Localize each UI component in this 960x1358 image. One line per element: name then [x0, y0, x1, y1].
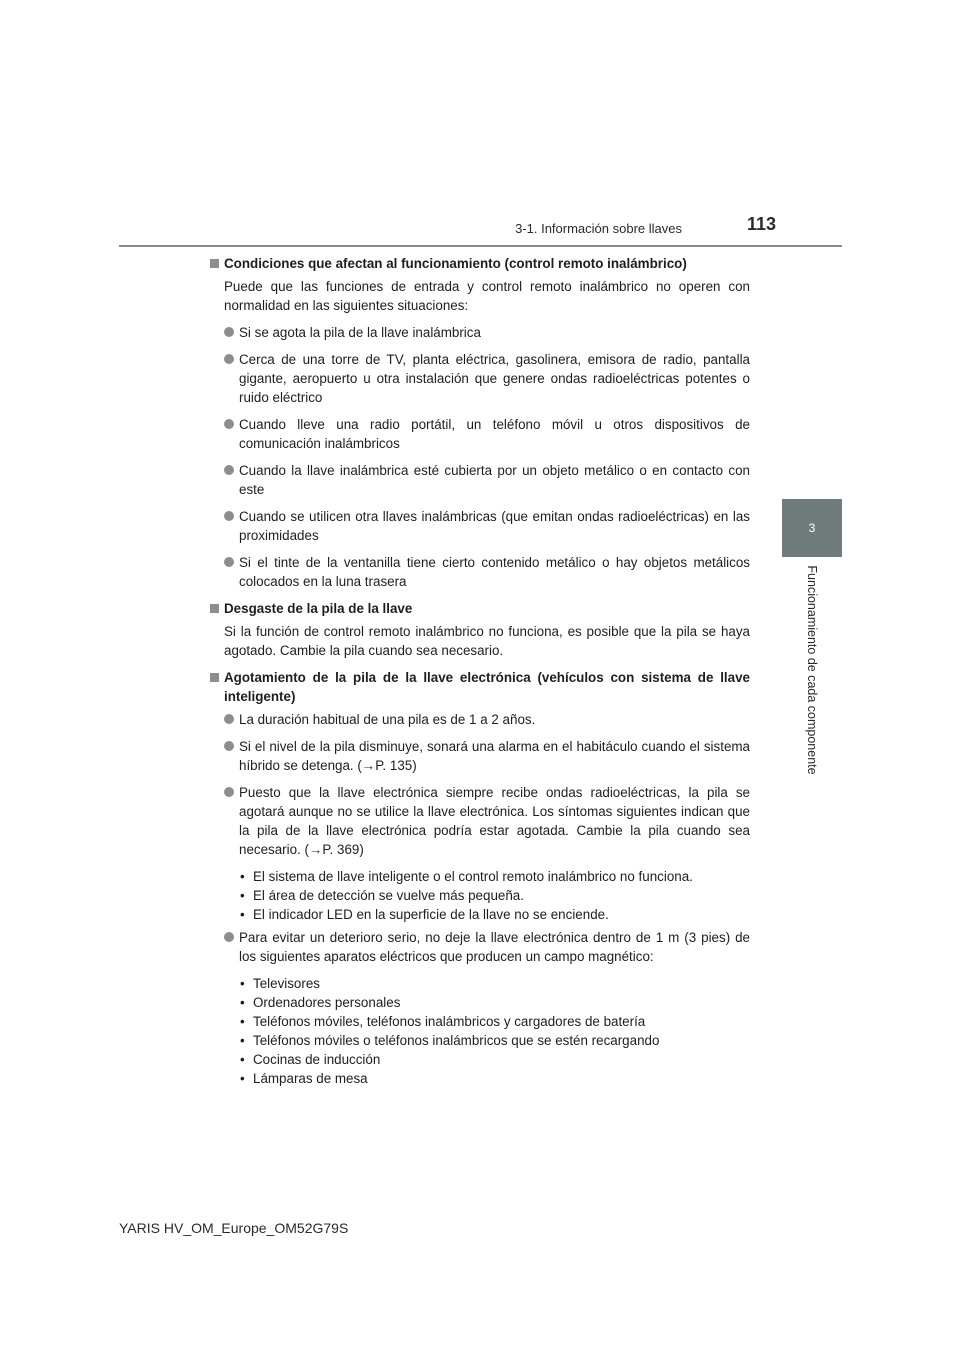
device-list — [240, 974, 750, 1088]
list-item-text: Para evitar un deterioro serio, no deje la llave electrónica dentro de 1 m (3 pies) de los siguientes aparatos eléctricos que producen un campo magnético: — [239, 930, 750, 964]
circle-bullet-icon — [224, 419, 234, 429]
dot-marker: • — [240, 1033, 245, 1048]
chapter-number: 3 — [808, 521, 816, 535]
header-section-title: 3-1. Información sobre llaves — [515, 221, 682, 236]
section-heading-text: Condiciones que afectan al funcionamiento (control remoto inalámbrico) — [224, 256, 687, 271]
circle-bullet-icon — [224, 787, 234, 797]
list-item-text: La duración habitual de una pila es de 1 a 2 años. — [239, 712, 536, 727]
square-bullet-icon — [210, 673, 219, 682]
section-heading — [210, 254, 750, 273]
dot-marker: • — [240, 995, 245, 1010]
square-bullet-icon — [210, 259, 219, 268]
list-item-text: Cuando se utilicen otra llaves inalámbricas (que emitan ondas radioeléctricas) en las proximidades — [239, 509, 750, 543]
list-item-text: Cocinas de inducción — [253, 1052, 381, 1067]
section-intro: Puede que las funciones de entrada y control remoto inalámbrico no operen con normalidad en las siguientes situaciones: — [224, 279, 750, 313]
list-item — [224, 783, 750, 859]
circle-bullet-icon — [224, 511, 234, 521]
list-item — [224, 461, 750, 499]
list-item-text: El sistema de llave inteligente o el control remoto inalámbrico no funciona. — [253, 869, 693, 884]
list-item — [240, 1050, 750, 1069]
list-item — [224, 928, 750, 966]
dot-marker: • — [240, 888, 245, 903]
list-item — [224, 350, 750, 407]
circle-bullet-icon — [224, 465, 234, 475]
chapter-title-vertical: Funcionamiento de cada componente — [805, 565, 819, 775]
document-code: YARIS HV_OM_Europe_OM52G79S — [119, 1220, 349, 1236]
section-heading — [210, 668, 750, 706]
list-item-text: Si el tinte de la ventanilla tiene cierto contenido metálico o hay objetos metálicos colocados en la luna trasera — [239, 555, 750, 589]
list-item — [240, 1012, 750, 1031]
page-content — [210, 254, 750, 1092]
list-item — [224, 415, 750, 453]
dot-marker: • — [240, 1071, 245, 1086]
list-item-text: Teléfonos móviles o teléfonos inalámbricos que se estén recargando — [253, 1033, 660, 1048]
header-divider — [119, 245, 842, 247]
list-item — [224, 323, 750, 342]
list-item — [224, 507, 750, 545]
dot-marker: • — [240, 907, 245, 922]
list-item-text: Puesto que la llave electrónica siempre recibe ondas radioeléctricas, la pila se agotará aunque no se utilice la llave electrónica. Los síntomas siguientes indican que la pila de la llave electrónica podría estar agotada. Cambie la pila cuando sea necesario. (→P. 369) — [239, 785, 750, 857]
circle-bullet-icon — [224, 557, 234, 567]
symptom-list — [240, 867, 750, 924]
dot-marker: • — [240, 869, 245, 884]
list-item — [240, 1031, 750, 1050]
list-item-text: Cerca de una torre de TV, planta eléctrica, gasolinera, emisora de radio, pantalla gigante, aeropuerto u otra instalación que genere ondas radioeléctricas potentes o ruido eléctrico — [239, 352, 750, 405]
dot-marker: • — [240, 1014, 245, 1029]
circle-bullet-icon — [224, 714, 234, 724]
list-item — [224, 737, 750, 775]
list-item-text: Si se agota la pila de la llave inalámbrica — [239, 325, 481, 340]
list-item — [240, 905, 750, 924]
dot-marker: • — [240, 1052, 245, 1067]
list-item — [240, 974, 750, 993]
list-item — [240, 886, 750, 905]
section-heading-text: Agotamiento de la pila de la llave electrónica (vehículos con sistema de llave inteligente) — [224, 670, 750, 704]
circle-bullet-icon — [224, 932, 234, 942]
list-item-text: Cuando la llave inalámbrica esté cubierta por un objeto metálico o en contacto con este — [239, 463, 750, 497]
page-number: 113 — [746, 214, 776, 234]
circle-bullet-icon — [224, 354, 234, 364]
list-item-text: Teléfonos móviles, teléfonos inalámbricos y cargadores de batería — [253, 1014, 646, 1029]
list-item-text: Cuando lleve una radio portátil, un teléfono móvil u otros dispositivos de comunicación inalámbricos — [239, 417, 750, 451]
section-heading — [210, 599, 750, 618]
dot-marker: • — [240, 976, 245, 991]
circle-bullet-icon — [224, 741, 234, 751]
square-bullet-icon — [210, 604, 219, 613]
list-item-text: Lámparas de mesa — [253, 1071, 368, 1086]
list-item — [224, 710, 750, 729]
list-item — [240, 1069, 750, 1088]
list-item-text: Televisores — [253, 976, 320, 991]
list-item — [240, 993, 750, 1012]
list-item-text: El área de detección se vuelve más pequeña. — [253, 888, 524, 903]
circle-bullet-icon — [224, 327, 234, 337]
list-item — [240, 867, 750, 886]
list-item — [224, 553, 750, 591]
list-item-text: El indicador LED en la superficie de la llave no se enciende. — [253, 907, 609, 922]
list-item-text: Ordenadores personales — [253, 995, 401, 1010]
section-intro: Si la función de control remoto inalámbrico no funciona, es posible que la pila se haya agotado. Cambie la pila cuando sea necesario. — [224, 624, 750, 658]
section-heading-text: Desgaste de la pila de la llave — [224, 601, 413, 616]
list-item-text: Si el nivel de la pila disminuye, sonará una alarma en el habitáculo cuando el sistema híbrido se detenga. (→P. 135) — [239, 739, 750, 773]
chapter-tab — [782, 499, 842, 557]
